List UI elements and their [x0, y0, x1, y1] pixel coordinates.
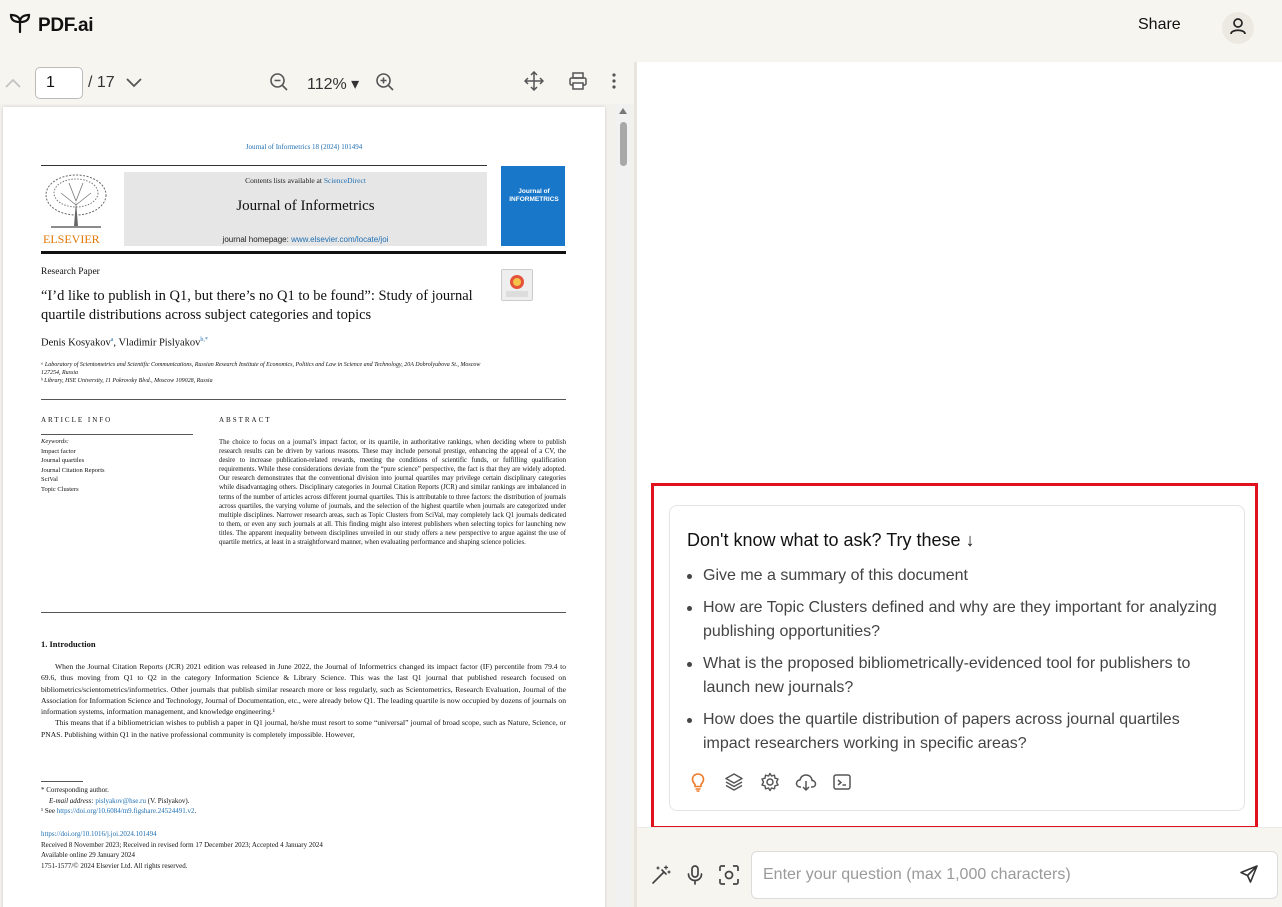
- affiliations: [41, 361, 491, 385]
- footnote-email: [41, 796, 196, 807]
- divider: [41, 612, 566, 613]
- suggestion-item[interactable]: Give me a summary of this document: [687, 564, 1227, 588]
- screenshot-icon[interactable]: [718, 864, 740, 886]
- card-actions: [687, 771, 853, 793]
- keyword: Journal quartiles: [41, 457, 85, 464]
- suggestion-item[interactable]: How does the quartile distribution of papers across journal quartiles impact researchers working in specific areas?: [687, 708, 1227, 756]
- author-affil-mark[interactable]: b,*: [200, 337, 208, 343]
- pan-icon[interactable]: [523, 70, 545, 92]
- keyword: SciVal: [41, 476, 58, 483]
- zoom-dropdown[interactable]: 112% ▾: [307, 76, 360, 93]
- author-affil-mark[interactable]: a: [110, 337, 114, 343]
- keyword: Journal Citation Reports: [41, 466, 105, 474]
- scroll-thumb[interactable]: [620, 122, 627, 166]
- keywords-label: Keywords:: [41, 438, 69, 445]
- journal-name: Journal of Informetrics: [236, 198, 375, 214]
- cover-title: Journal of INFORMETRICS: [509, 188, 559, 203]
- user-avatar-button[interactable]: [1222, 12, 1254, 44]
- email-suffix: (V. Pislyakov).: [146, 796, 190, 805]
- magic-wand-icon[interactable]: [650, 864, 672, 886]
- print-icon[interactable]: [567, 70, 589, 92]
- abstract-heading: ABSTRACT: [219, 416, 272, 424]
- logo-text: PDF.ai: [38, 14, 94, 36]
- pdf-viewer[interactable]: [0, 104, 634, 907]
- contents-prefix: Contents lists available at: [245, 176, 324, 185]
- paragraph: This means that if a bibliometrician wishes to publish a paper in Q1 journal, he/she must resort to some “universal” journal of broad scope, such as Nature, Science, or PNAS. Publishing within Q1 in the native professional community is completely impossible. However,: [41, 718, 566, 739]
- question-input[interactable]: [751, 851, 1278, 899]
- introduction-heading: 1. Introduction: [41, 639, 96, 649]
- doi-link[interactable]: https://doi.org/10.1016/j.joi.2024.101494: [41, 830, 157, 838]
- figshare-link[interactable]: https://doi.org/10.6084/m9.figshare.24524491.v2: [56, 807, 195, 815]
- affiliation-a: ᵃ Laboratory of Scientometrics and Scientific Communications, Russian Research Institute of Economics, Politics and Law in Science and Technology, 20A Dobrolyubova St., Moscow 127254, Russia: [41, 362, 481, 376]
- see-prefix: ¹ See: [41, 807, 57, 815]
- abstract-text: The choice to focus on a journal’s impact factor, or its quartile, in authoritative rankings, when deciding where to publish research results can be driven by various reasons. These may include personal prestige, enhancing the appeal of a CV, the desire to increase publication-related rewards, meeting the conditions of scientific funds, or fulfilling qualification requirements. While these considerations deviate from the “pure science” perspective, the fact is that they are widely adopted. Our research demonstrates that the conventional division into journal quartiles may privilege certain disciplinary categories while disadvantaging others. Disciplinary categories in Journal Citation Reports (JCR) and similar rankings are imbalanced in terms of the number of articles across different journal quartiles. This is attributable to three factors: the distribution of journals across quartiles, the varying volume of journals, and the selection of the highest quartile when journals are categorized under multiple disciplines. Narrower research areas, such as Topic Clusters from SciVal, may completely lack Q1 journals dedicated to them, or even any such journals at all. This finding might also interest publishers when selecting topics for launching new titles. The apparent inequality between disciplines unveiled in our study offers a new perspective to argue against the use of quartile metrics, at least in a straightforward manner, when evaluating performance and shaping science policies.: [219, 439, 566, 547]
- paper-title: “I’d like to publish in Q1, but there’s no Q1 to be found”: Study of journal quartile distributions across subject categories and topics: [41, 288, 473, 323]
- author-separator: ,: [113, 337, 119, 349]
- journal-reference[interactable]: Journal of Informetrics 18 (2024) 101494: [245, 143, 363, 151]
- microphone-icon[interactable]: [684, 864, 706, 886]
- keyword: Impact factor: [41, 447, 76, 455]
- footnote-corresponding: * Corresponding author.: [41, 786, 109, 794]
- homepage-prefix: journal homepage:: [222, 235, 292, 244]
- chevron-down-icon[interactable]: [123, 72, 145, 94]
- authors: [41, 337, 208, 349]
- contents-line: [124, 176, 487, 185]
- zoom-out-icon[interactable]: [268, 71, 290, 93]
- divider: [41, 165, 487, 166]
- footnote-divider: [41, 781, 83, 782]
- keywords-list: [41, 437, 105, 494]
- terminal-icon[interactable]: [831, 771, 853, 793]
- received-dates: Received 8 November 2023; Received in revised form 17 December 2023; Accepted 4 January 2024: [41, 840, 323, 849]
- journal-cover: [501, 166, 565, 246]
- app-logo[interactable]: [8, 12, 93, 39]
- divider: [41, 251, 566, 254]
- suggestion-item[interactable]: How are Topic Clusters defined and why are they important for analyzing publishing opportunities?: [687, 596, 1227, 644]
- introduction-text: [41, 661, 566, 740]
- chevron-up-icon[interactable]: [2, 72, 24, 94]
- pdf-scrollbar[interactable]: [616, 104, 630, 907]
- sciencedirect-link[interactable]: ScienceDirect: [323, 176, 366, 185]
- keyword: Topic Clusters: [41, 485, 79, 493]
- pdf-page: [3, 107, 605, 907]
- suggestions-title: Don't know what to ask? Try these ↓: [687, 530, 975, 550]
- journal-header-box: [124, 172, 487, 246]
- divider: [41, 399, 566, 400]
- pdf-toolbar: [0, 62, 634, 104]
- app-header: [0, 0, 1282, 56]
- user-icon: [1228, 16, 1248, 41]
- lightbulb-icon[interactable]: [687, 771, 709, 793]
- author-name: Denis Kosyakov: [41, 337, 111, 349]
- check-for-updates-badge[interactable]: [501, 269, 533, 301]
- see-suffix: .: [194, 807, 197, 815]
- paper-type: Research Paper: [41, 267, 100, 277]
- suggestions-card: [669, 505, 1245, 811]
- affiliation-b: ᵇ Library, HSE University, 11 Pokrovsky Blvd., Moscow 109028, Russia: [41, 378, 213, 384]
- footnotes: [41, 785, 196, 817]
- article-info-heading: ARTICLE INFO: [41, 416, 113, 424]
- settings-icon[interactable]: [759, 771, 781, 793]
- doi-block: [41, 829, 323, 871]
- page-total: / 17: [88, 74, 115, 91]
- homepage-link[interactable]: www.elsevier.com/locate/joi: [291, 235, 389, 244]
- copyright: 1751-1577/© 2024 Elsevier Ltd. All rights reserved.: [41, 861, 188, 870]
- more-vertical-icon[interactable]: [603, 70, 625, 92]
- publisher-name: ELSEVIER: [43, 232, 100, 246]
- page-number-input[interactable]: 1: [35, 67, 83, 99]
- sprout-logo-icon: [8, 12, 32, 39]
- layers-icon[interactable]: [723, 771, 745, 793]
- download-icon[interactable]: [795, 771, 817, 793]
- email-link[interactable]: pislyakov@hse.ru: [95, 796, 146, 805]
- email-label: E-mail address:: [49, 796, 96, 805]
- suggestions-list: [687, 564, 1227, 764]
- suggestion-item[interactable]: What is the proposed bibliometrically-evidenced tool for publishers to launch new journals?: [687, 652, 1227, 700]
- zoom-in-icon[interactable]: [374, 71, 396, 93]
- journal-homepage: [124, 235, 487, 244]
- divider: [41, 434, 193, 435]
- author-name: Vladimir Pislyakov: [118, 337, 201, 349]
- scroll-up-arrow[interactable]: [619, 108, 627, 114]
- available-date: Available online 29 January 2024: [41, 851, 135, 859]
- paragraph: When the Journal Citation Reports (JCR) 2021 edition was released in June 2022, the Journal of Informetrics changed its impact factor (IF) percentile from 79.4 to 69.6, thus moving from Q1 to Q2 in the category Information Science & Library Science. This was the last Q1 journal that published research focused on bibliometrics/scientometrics/informetrics. Other journals that publish similar research more or less regularly, such as Scientometrics, Research Evaluation, Journal of the Association for Information Science and Technology, Journal of Documentation, etc., were already below Q1. The leading quartile is now occupied by dozens of journals on information systems, information management, and knowledge engineering.¹: [41, 662, 566, 717]
- footnote-see: [41, 806, 196, 817]
- send-icon[interactable]: [1239, 864, 1261, 886]
- share-button[interactable]: Share: [1138, 16, 1181, 33]
